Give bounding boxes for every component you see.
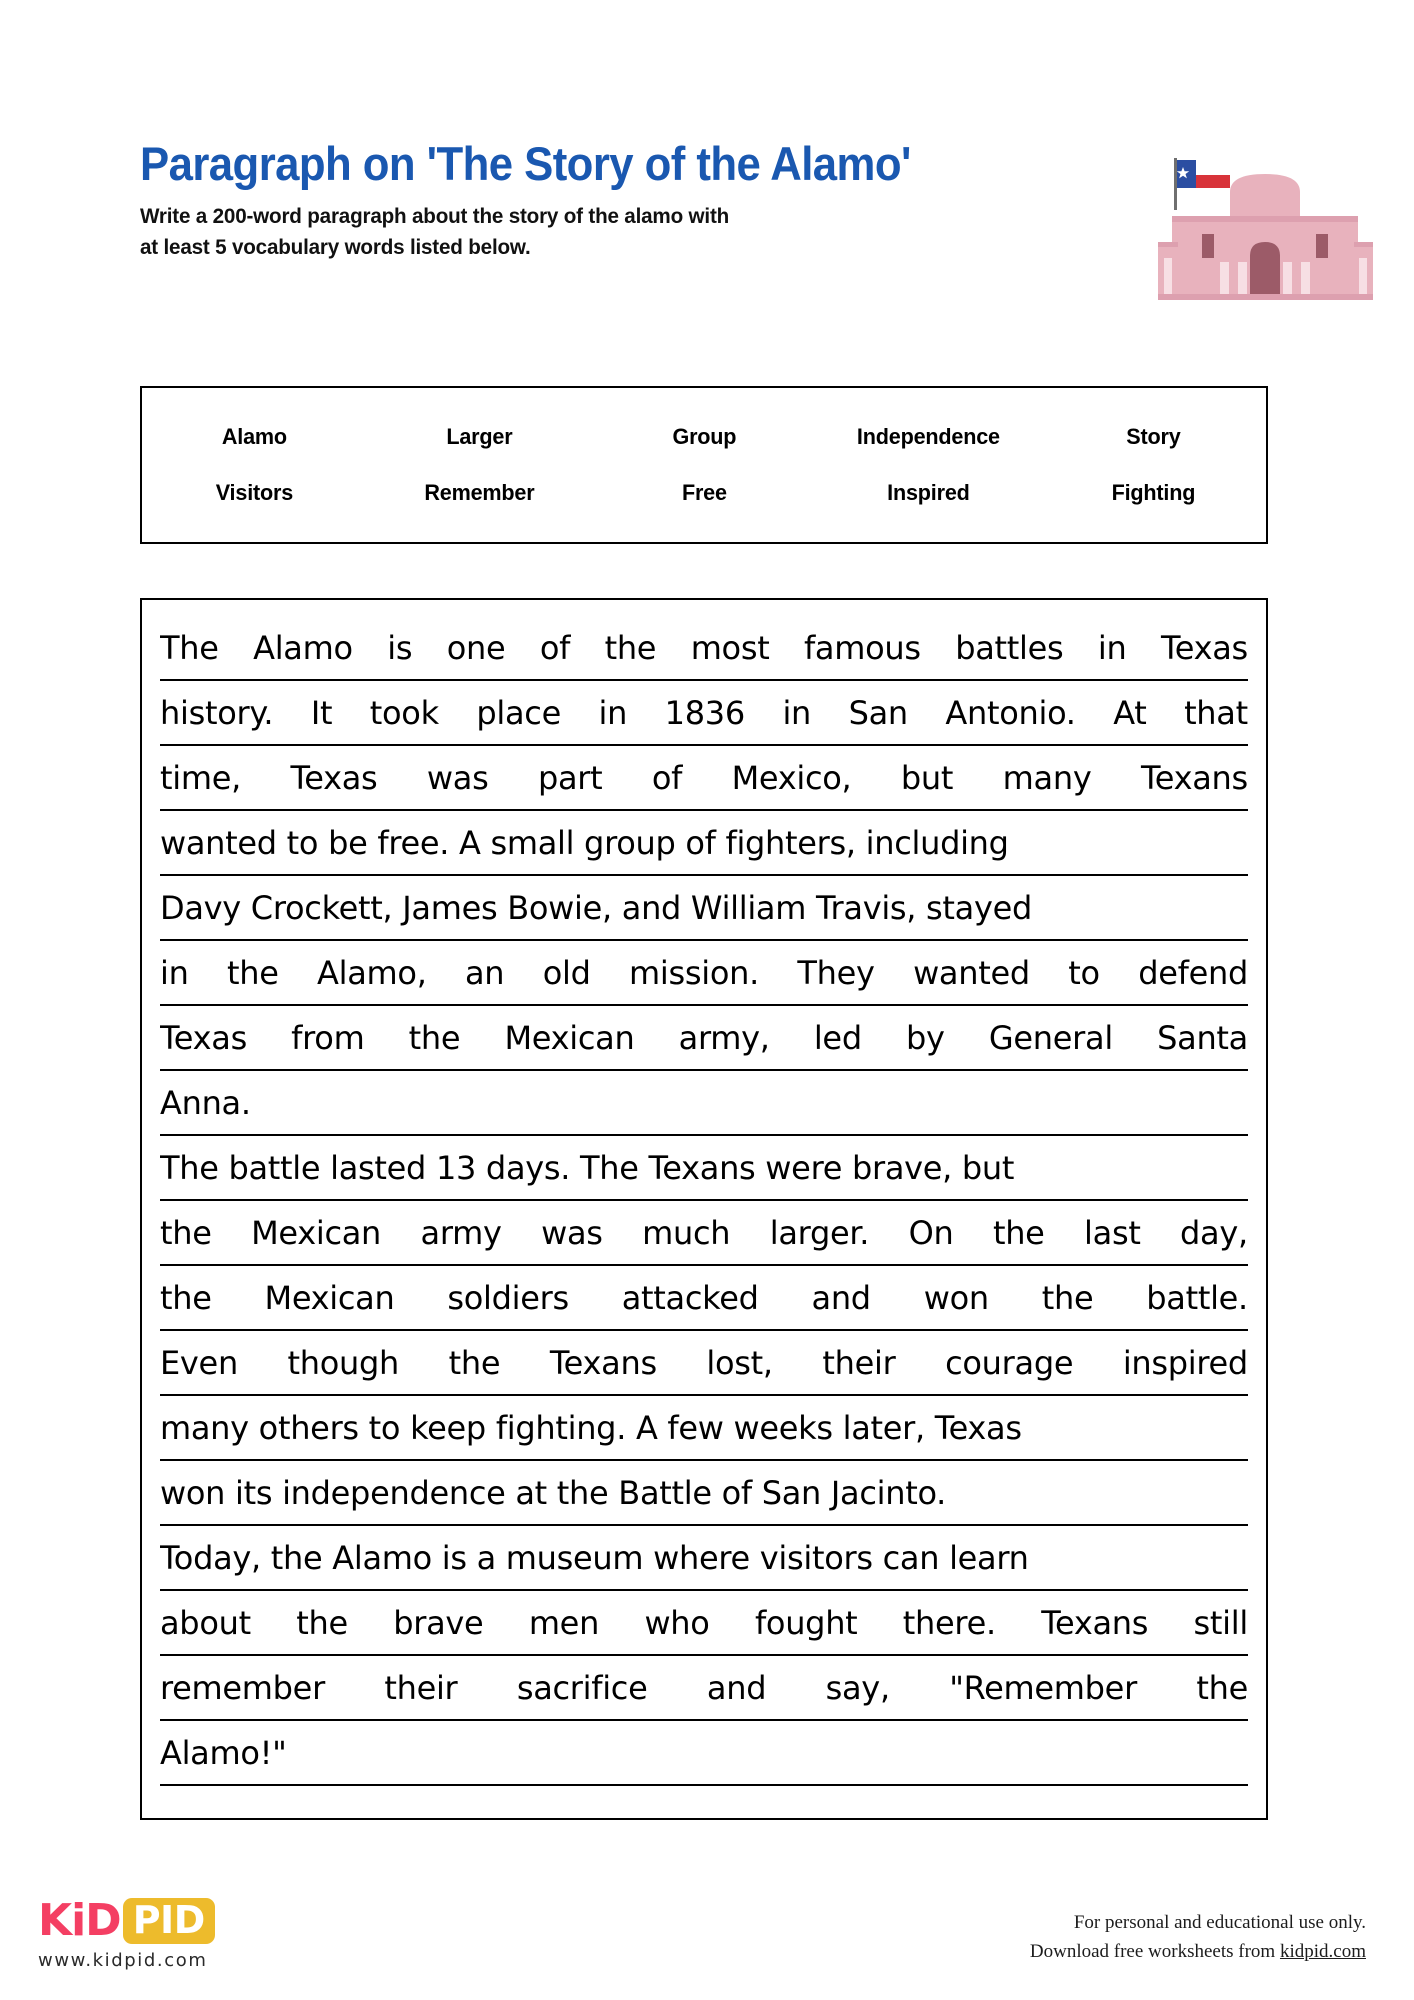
- vocabulary-row-2: [142, 480, 1266, 506]
- website-url: www.kidpid.com: [38, 1950, 208, 1971]
- instructions-line-2: at least 5 vocabulary words listed below.: [140, 235, 531, 260]
- answer-word: brave: [393, 1604, 484, 1642]
- page-title: Paragraph on 'The Story of the Alamo': [140, 137, 911, 190]
- answer-word: old: [542, 954, 591, 992]
- answer-word: battle.: [1146, 1279, 1248, 1317]
- answer-line: Davy Crockett, James Bowie, and William Travis, stayed: [160, 876, 1248, 941]
- answer-word: place: [476, 694, 561, 732]
- answer-word: fought: [754, 1604, 858, 1642]
- worksheet-header: [140, 137, 1280, 263]
- answer-word: Texas: [160, 1019, 247, 1057]
- answer-word: in: [1097, 629, 1127, 667]
- answer-word: the: [1196, 1669, 1248, 1707]
- answer-word: to: [1068, 954, 1100, 992]
- logo-pid-badge: [123, 1898, 215, 1944]
- answer-word: the: [160, 1214, 212, 1252]
- answer-word: from: [291, 1019, 365, 1057]
- vocabulary-word: Alamo: [221, 424, 287, 449]
- answer-line: wanted to be free. A small group of fighters, including: [160, 811, 1248, 876]
- footer-note-prefix: Download free worksheets from: [1029, 1941, 1280, 1963]
- answer-word: men: [528, 1604, 600, 1642]
- logo-mark: [38, 1895, 358, 1946]
- answer-word: was: [541, 1214, 603, 1252]
- answer-word: still: [1193, 1604, 1248, 1642]
- answer-word: General: [988, 1019, 1113, 1057]
- answer-word: in: [782, 694, 812, 732]
- answer-word: who: [644, 1604, 710, 1642]
- answer-line: [160, 681, 1248, 746]
- answer-line: The battle lasted 13 days. The Texans were brave, but: [160, 1136, 1248, 1201]
- answer-line: [160, 746, 1248, 811]
- answer-word: battles: [955, 629, 1064, 667]
- answer-word: Antonio.: [945, 694, 1076, 732]
- answer-word: defend: [1138, 954, 1248, 992]
- answer-line: [160, 616, 1248, 681]
- answer-word: their: [822, 1344, 896, 1382]
- vocabulary-word: Free: [681, 480, 727, 505]
- instructions-line-1: Write a 200-word paragraph about the story of the alamo with: [140, 204, 730, 228]
- answer-word: part: [537, 759, 603, 797]
- answer-word: the: [296, 1604, 348, 1642]
- answer-line: Alamo!": [160, 1721, 1248, 1786]
- answer-word: Mexican: [251, 1214, 382, 1252]
- kidpid-logo: [38, 1895, 358, 1971]
- answer-line: won its independence at the Battle of San Jacinto.: [160, 1461, 1248, 1526]
- answer-word: history.: [160, 694, 274, 732]
- answer-word: Texans: [1140, 759, 1248, 797]
- answer-word: Texas: [1160, 629, 1248, 667]
- vocabulary-row-1: [142, 424, 1266, 450]
- answer-word: At: [1113, 694, 1147, 732]
- answer-word: "Remember: [949, 1669, 1137, 1707]
- answer-line: many others to keep fighting. A few weeks later, Texas: [160, 1396, 1248, 1461]
- answer-word: lost,: [706, 1344, 773, 1382]
- vocabulary-word: Group: [672, 424, 736, 449]
- answer-writing-area[interactable]: [140, 598, 1268, 1820]
- logo-kid-text: KiD: [38, 1895, 121, 1946]
- answer-word: Alamo,: [317, 954, 427, 992]
- answer-word: in: [598, 694, 628, 732]
- answer-word: Santa: [1157, 1019, 1248, 1057]
- answer-word: there.: [902, 1604, 996, 1642]
- answer-word: On: [908, 1214, 954, 1252]
- vocabulary-word: Fighting: [1111, 480, 1196, 505]
- answer-word: but: [900, 759, 954, 797]
- answer-word: one: [446, 629, 506, 667]
- answer-word: San: [848, 694, 908, 732]
- answer-word: wanted: [913, 954, 1030, 992]
- vocabulary-word: Larger: [446, 424, 513, 449]
- mission-building-shape: [1158, 174, 1373, 300]
- answer-word: mission.: [629, 954, 759, 992]
- answer-word: is: [387, 629, 413, 667]
- answer-word: took: [369, 694, 439, 732]
- answer-word: remember: [160, 1669, 325, 1707]
- answer-word: the: [992, 1214, 1045, 1252]
- answer-word: day,: [1180, 1214, 1248, 1252]
- answer-line: [160, 1591, 1248, 1656]
- answer-line: [160, 1656, 1248, 1721]
- answer-word: soldiers: [447, 1279, 569, 1317]
- answer-word: They: [797, 954, 875, 992]
- answer-line: [160, 941, 1248, 1006]
- answer-word: won: [923, 1279, 989, 1317]
- vocabulary-word: Independence: [857, 424, 1001, 449]
- answer-word: the: [448, 1344, 501, 1382]
- answer-word: Texas: [290, 759, 378, 797]
- vocabulary-word: Inspired: [887, 480, 971, 505]
- kidpid-link[interactable]: kidpid.com: [1279, 1941, 1366, 1963]
- answer-word: larger.: [769, 1214, 870, 1252]
- instructions-text: [140, 201, 1234, 263]
- answer-word: It: [310, 694, 333, 732]
- footer-note-line-1: For personal and educational use only.: [1073, 1912, 1366, 1933]
- answer-word: The: [160, 629, 219, 667]
- answer-word: Texans: [549, 1344, 657, 1382]
- answer-word: courage: [945, 1344, 1074, 1382]
- answer-line: [160, 1331, 1248, 1396]
- answer-word: of: [651, 759, 683, 797]
- answer-word: Texans: [1041, 1604, 1149, 1642]
- answer-word: say,: [825, 1669, 890, 1707]
- answer-line: Today, the Alamo is a museum where visitors can learn: [160, 1526, 1248, 1591]
- answer-word: time,: [160, 759, 241, 797]
- answer-word: their: [384, 1669, 458, 1707]
- answer-line: [160, 1006, 1248, 1071]
- answer-word: Mexican: [504, 1019, 635, 1057]
- answer-word: sacrifice: [516, 1669, 648, 1707]
- answer-word: Even: [160, 1344, 238, 1382]
- answer-word: and: [706, 1669, 767, 1707]
- answer-word: Mexican: [264, 1279, 395, 1317]
- answer-word: much: [642, 1214, 731, 1252]
- answer-line: [160, 1266, 1248, 1331]
- answer-word: 1836: [664, 694, 745, 732]
- answer-word: by: [906, 1019, 945, 1057]
- vocabulary-word-bank: [140, 386, 1268, 544]
- answer-word: the: [1041, 1279, 1094, 1317]
- answer-word: Mexico,: [731, 759, 852, 797]
- answer-word: was: [426, 759, 489, 797]
- answer-word: that: [1184, 694, 1248, 732]
- answer-word: the: [160, 1279, 212, 1317]
- answer-word: Alamo: [253, 629, 353, 667]
- answer-word: famous: [803, 629, 921, 667]
- answer-word: army: [420, 1214, 502, 1252]
- answer-word: and: [811, 1279, 871, 1317]
- answer-word: the: [227, 954, 279, 992]
- answer-word: the: [408, 1019, 461, 1057]
- answer-line: Anna.: [160, 1071, 1248, 1136]
- answer-word: inspired: [1122, 1344, 1248, 1382]
- answer-word: attacked: [621, 1279, 759, 1317]
- answer-word: an: [464, 954, 505, 992]
- answer-word: about: [160, 1604, 251, 1642]
- answer-word: last: [1084, 1214, 1141, 1252]
- answer-word: many: [1002, 759, 1092, 797]
- texas-flag-icon: [1177, 160, 1230, 188]
- answer-word: of: [539, 629, 571, 667]
- footer-usage-note: [1030, 1908, 1366, 1967]
- answer-word: led: [813, 1019, 862, 1057]
- alamo-mission-illustration: [1158, 158, 1373, 308]
- answer-word: army,: [678, 1019, 770, 1057]
- footer-note-line-2: [1030, 1937, 1366, 1966]
- logo-pid-text: PID: [132, 1898, 205, 1942]
- answer-word: in: [160, 954, 189, 992]
- flag-pole-icon: [1174, 158, 1177, 210]
- vocabulary-word: Visitors: [215, 480, 294, 505]
- answer-word: though: [287, 1344, 400, 1382]
- vocabulary-word: Remember: [424, 480, 535, 505]
- answer-line: [160, 1201, 1248, 1266]
- answer-word: most: [690, 629, 770, 667]
- vocabulary-word: Story: [1126, 424, 1181, 449]
- answer-word: the: [604, 629, 657, 667]
